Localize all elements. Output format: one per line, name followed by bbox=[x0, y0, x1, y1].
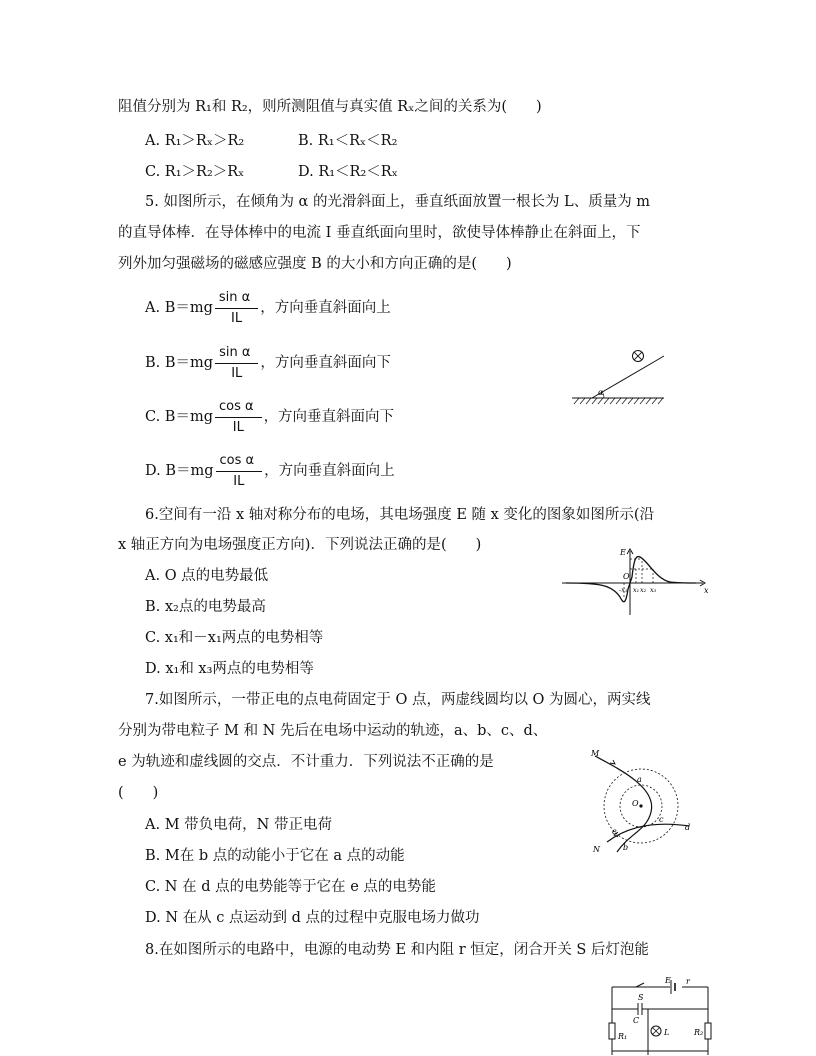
label-n: N bbox=[593, 845, 600, 854]
option-prefix: B. B＝mg bbox=[145, 355, 214, 371]
q7-line-3: e 为轨迹和虚线圆的交点．不计重力．下列说法不正确的是 bbox=[118, 754, 494, 770]
e-axis-label: E bbox=[620, 548, 626, 557]
fraction bbox=[216, 453, 263, 490]
tick-label-neg-x1: -x₁ bbox=[619, 586, 628, 594]
q7-option-a: A. M 带负电荷，N 带正电荷 bbox=[145, 817, 332, 833]
label-r1: R₁ bbox=[618, 1032, 628, 1041]
q6-line-2: x 轴正方向为电场强度正方向)．下列说法正确的是( ) bbox=[118, 537, 482, 553]
label-d: d bbox=[685, 823, 691, 832]
option-direction: ，方向垂直斜面向上 bbox=[260, 300, 391, 316]
q5-line-2: 的直导体棒．在导体棒中的电流 I 垂直纸面向里时，欲使导体棒静止在斜面上，下 bbox=[118, 225, 641, 241]
ground-hatching bbox=[574, 398, 663, 404]
q5-line-3: 列外加匀强磁场的磁感应强度 B 的大小和方向正确的是( ) bbox=[118, 256, 512, 272]
fraction-denominator: IL bbox=[232, 419, 244, 435]
q4-continuation-line: 阻值分别为 R₁和 R₂，则所测阻值与真实值 Rₓ之间的关系为( ) bbox=[118, 99, 542, 115]
e-x-graph-figure bbox=[560, 545, 710, 617]
fraction-numerator: sin α bbox=[215, 345, 258, 364]
q6-line-1: 6.空间有一沿 x 轴对称分布的电场，其电场强度 E 随 x 变化的图象如图所示(沿 bbox=[145, 507, 655, 523]
q4-option-d: D. R₁＜R₂＜Rₓ bbox=[298, 164, 398, 180]
q6-option-a: A. O 点的电势最低 bbox=[145, 568, 269, 584]
tick-label-x3: x₃ bbox=[650, 586, 657, 594]
tick-label-x1: x₁ bbox=[633, 586, 640, 594]
fraction-numerator: cos α bbox=[216, 453, 263, 472]
label-o: O bbox=[632, 799, 639, 808]
resistor-r2 bbox=[705, 1023, 711, 1039]
fraction bbox=[215, 290, 258, 327]
fraction-denominator: IL bbox=[231, 365, 243, 381]
fraction-numerator: cos α bbox=[215, 399, 262, 418]
q7-option-c: C. N 在 d 点的电势能等于它在 e 点的电势能 bbox=[145, 879, 436, 895]
q7-line-2: 分别为带电粒子 M 和 N 先后在电场中运动的轨迹，a、b、c、d、 bbox=[118, 723, 548, 739]
q7-option-d: D. N 在从 c 点运动到 d 点的过程中克服电场力做功 bbox=[145, 910, 480, 926]
option-direction: ，方向垂直斜面向下 bbox=[260, 355, 391, 371]
q5-option-d bbox=[145, 446, 395, 496]
q4-option-a: A. R₁＞Rₓ＞R₂ bbox=[145, 133, 245, 149]
q5-option-a bbox=[145, 283, 391, 333]
q7-option-b: B. M在 b 点的动能小于它在 a 点的动能 bbox=[145, 848, 405, 864]
trajectory-n bbox=[607, 824, 689, 842]
resistor-r1 bbox=[609, 1023, 615, 1039]
q6-option-d: D. x₁和 x₃两点的电势相等 bbox=[145, 661, 314, 677]
q5-option-b bbox=[145, 338, 391, 388]
q8-line-1: 8.在如图所示的电路中，电源的电动势 E 和内阻 r 恒定，闭合开关 S 后灯泡能 bbox=[145, 942, 649, 958]
label-c: c bbox=[659, 815, 664, 824]
option-prefix: C. B＝mg bbox=[145, 409, 213, 425]
label-b: b bbox=[623, 843, 629, 852]
label-e: E bbox=[665, 976, 671, 985]
q6-option-b: B. x₂点的电势最高 bbox=[145, 599, 266, 615]
circuit-figure bbox=[608, 975, 714, 1056]
label-m: M bbox=[591, 749, 600, 758]
label-e: e bbox=[612, 827, 617, 836]
fraction-numerator: sin α bbox=[215, 290, 258, 309]
trajectory-m bbox=[595, 756, 652, 852]
incline-figure bbox=[566, 340, 676, 408]
q6-option-c: C. x₁和－x₁两点的电势相等 bbox=[145, 630, 324, 646]
q5-line-1: 5. 如图所示，在倾角为 α 的光滑斜面上，垂直纸面放置一根长为 L、质量为 m bbox=[145, 194, 651, 210]
label-r2: R₂ bbox=[694, 1028, 704, 1037]
option-direction: ，方向垂直斜面向下 bbox=[263, 409, 395, 425]
fraction bbox=[215, 345, 258, 382]
trajectory-figure bbox=[585, 748, 705, 860]
q7-line-1: 7.如图所示，一带正电的点电荷固定于 O 点，两虚线圆均以 O 为圆心，两实线 bbox=[145, 692, 651, 708]
q4-option-b: B. R₁＜Rₓ＜R₂ bbox=[298, 133, 398, 149]
fraction-denominator: IL bbox=[231, 310, 243, 326]
label-r: r bbox=[686, 977, 690, 986]
origin-label: O bbox=[623, 572, 630, 581]
label-s: S bbox=[638, 993, 644, 1002]
q5-option-c bbox=[145, 392, 394, 442]
angle-label: α bbox=[598, 388, 604, 397]
field-curve bbox=[566, 557, 696, 602]
option-prefix: A. B＝mg bbox=[145, 300, 213, 316]
option-prefix: D. B＝mg bbox=[145, 463, 214, 479]
option-direction: ，方向垂直斜面向上 bbox=[264, 463, 395, 479]
tick-label-x2: x₂ bbox=[640, 586, 647, 594]
fraction bbox=[215, 399, 262, 436]
label-l: L bbox=[664, 1028, 670, 1037]
label-a: a bbox=[637, 775, 642, 784]
charge-point bbox=[639, 804, 642, 807]
q4-option-c: C. R₁＞R₂＞Rₓ bbox=[145, 164, 245, 180]
label-c: C bbox=[633, 1016, 640, 1025]
x-axis-label: x bbox=[704, 586, 709, 595]
fraction-denominator: IL bbox=[233, 473, 245, 489]
q7-line-4: ( ) bbox=[118, 785, 159, 801]
switch-s bbox=[636, 983, 644, 987]
